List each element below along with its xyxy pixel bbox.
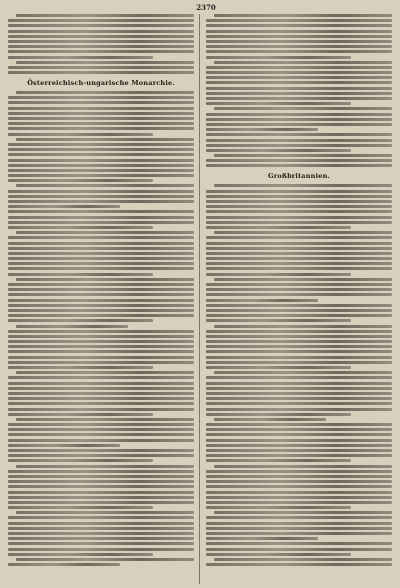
text-line (206, 330, 392, 333)
column-divider (199, 14, 200, 584)
left-paragraph-2 (8, 91, 194, 566)
text-line (8, 314, 194, 317)
text-line (8, 50, 194, 53)
text-line (206, 361, 392, 364)
text-line (8, 267, 194, 270)
text-line (8, 340, 194, 343)
text-line (16, 184, 194, 187)
text-line (16, 14, 194, 17)
text-line (8, 112, 194, 115)
text-line (8, 480, 194, 483)
text-line (206, 71, 392, 74)
text-line (8, 169, 194, 172)
text-line (8, 516, 194, 519)
text-line (8, 242, 194, 245)
text-line (206, 205, 392, 208)
text-line (206, 356, 392, 359)
text-line (8, 96, 194, 99)
text-line (8, 330, 194, 333)
text-line (206, 335, 392, 338)
text-line (8, 288, 194, 291)
text-line (206, 350, 392, 353)
text-line (8, 527, 194, 530)
text-line (8, 190, 194, 193)
text-line (206, 454, 392, 457)
text-line (16, 138, 194, 141)
text-line (206, 542, 392, 545)
text-line (8, 299, 194, 302)
text-line (8, 319, 153, 322)
text-line (206, 309, 392, 312)
text-line (8, 428, 194, 431)
text-line (8, 179, 153, 182)
text-line (214, 278, 392, 281)
text-line (214, 558, 392, 561)
text-line (8, 542, 194, 545)
text-line (206, 408, 392, 411)
text-line (8, 563, 120, 566)
text-line (8, 273, 153, 276)
text-line (206, 242, 392, 245)
text-line (8, 532, 194, 535)
text-line (8, 40, 194, 43)
text-line (206, 423, 392, 426)
text-line (8, 174, 194, 177)
text-line (8, 143, 194, 146)
text-line (8, 356, 194, 359)
text-line (206, 485, 392, 488)
text-line (214, 465, 392, 468)
text-line (8, 335, 194, 338)
text-line (8, 205, 120, 208)
text-line (206, 118, 392, 121)
text-line (206, 236, 392, 239)
text-line (206, 480, 392, 483)
text-line (8, 200, 194, 203)
text-line (206, 113, 392, 116)
text-line (206, 288, 392, 291)
page-number: 2370 (196, 3, 216, 12)
text-line (214, 371, 392, 374)
right-column (206, 14, 392, 584)
text-line (206, 76, 392, 79)
text-line (8, 133, 153, 136)
text-line (206, 491, 392, 494)
text-line (8, 392, 194, 395)
text-line (8, 107, 194, 110)
text-line (8, 475, 194, 478)
text-line (214, 154, 392, 157)
text-line (8, 210, 194, 213)
text-line (8, 35, 194, 38)
text-line (206, 304, 392, 307)
text-line (206, 345, 392, 348)
text-line (206, 216, 392, 219)
text-line (8, 402, 194, 405)
text-line (8, 433, 194, 436)
text-line (206, 252, 392, 255)
text-line (206, 45, 392, 48)
text-line (16, 325, 128, 328)
text-line (206, 413, 351, 416)
text-line (206, 149, 351, 152)
text-line (8, 423, 194, 426)
text-line (16, 558, 194, 561)
right-paragraph-1 (206, 14, 392, 167)
text-line (206, 319, 351, 322)
text-line (214, 61, 392, 64)
text-line (16, 231, 194, 234)
text-line (8, 501, 194, 504)
text-line (206, 527, 392, 530)
text-line (8, 382, 194, 385)
text-line (206, 24, 392, 27)
text-line (206, 283, 392, 286)
text-line (8, 387, 194, 390)
text-line (214, 418, 326, 421)
text-line (8, 293, 194, 296)
text-line (206, 190, 392, 193)
text-line (214, 107, 392, 110)
text-line (206, 366, 351, 369)
text-line (8, 148, 194, 151)
text-line (206, 195, 392, 198)
text-line (206, 444, 392, 447)
text-line (8, 366, 153, 369)
text-line (8, 522, 194, 525)
text-line (8, 164, 194, 167)
text-line (206, 340, 392, 343)
text-line (214, 325, 392, 328)
text-line (206, 563, 392, 566)
text-line (206, 200, 392, 203)
text-line (8, 45, 194, 48)
text-line (206, 144, 392, 147)
text-line (206, 30, 392, 33)
left-column (8, 14, 194, 584)
section-heading-austria: Österreichisch-ungarische Monarchie. (27, 79, 175, 88)
text-line (214, 184, 392, 187)
text-line (206, 439, 392, 442)
text-line (206, 226, 351, 229)
text-line (8, 226, 153, 229)
text-line (206, 382, 392, 385)
text-line (16, 371, 194, 374)
text-line (206, 449, 392, 452)
text-line (206, 496, 392, 499)
text-line (8, 24, 194, 27)
text-line (206, 299, 318, 302)
text-line (8, 19, 194, 22)
text-line (8, 257, 194, 260)
text-line (206, 397, 392, 400)
text-line (8, 376, 194, 379)
text-line (206, 314, 392, 317)
text-line (206, 102, 351, 105)
text-line (206, 273, 351, 276)
text-line (8, 252, 194, 255)
text-line (206, 164, 392, 167)
text-line (8, 496, 194, 499)
text-line (206, 522, 392, 525)
text-line (8, 122, 194, 125)
text-line (214, 511, 392, 514)
text-line (206, 159, 392, 162)
text-line (16, 278, 194, 281)
text-line (8, 350, 194, 353)
text-line (8, 216, 194, 219)
text-line (8, 537, 194, 540)
text-line (214, 14, 392, 17)
text-line (16, 61, 194, 64)
right-paragraph-2 (206, 184, 392, 566)
text-line (206, 376, 392, 379)
text-line (206, 501, 392, 504)
text-line (206, 87, 392, 90)
text-line (8, 262, 194, 265)
text-line (206, 293, 392, 296)
text-line (8, 397, 194, 400)
text-line (8, 485, 194, 488)
text-line (206, 66, 392, 69)
text-line (206, 123, 392, 126)
text-line (206, 532, 392, 535)
left-paragraph-1 (8, 14, 194, 74)
text-line (206, 97, 392, 100)
text-line (206, 221, 392, 224)
text-line (206, 133, 392, 136)
text-line (16, 91, 194, 94)
text-line (8, 30, 194, 33)
text-line (206, 392, 392, 395)
text-line (206, 459, 351, 462)
text-line (206, 247, 392, 250)
text-line (8, 127, 194, 130)
text-line (8, 56, 153, 59)
text-line (8, 195, 194, 198)
text-line (8, 413, 153, 416)
text-line (206, 428, 392, 431)
text-line (8, 101, 194, 104)
text-line (206, 553, 351, 556)
text-line (206, 433, 392, 436)
text-line (8, 309, 194, 312)
text-line (8, 506, 153, 509)
text-line (8, 491, 194, 494)
text-line (16, 511, 194, 514)
text-line (8, 470, 194, 473)
text-line (8, 408, 194, 411)
text-line (214, 231, 392, 234)
text-line (8, 454, 194, 457)
text-line (206, 475, 392, 478)
text-line (206, 402, 392, 405)
text-line (206, 50, 392, 53)
text-line (16, 465, 194, 468)
section-heading-britain: Großbritannien. (268, 172, 330, 181)
text-line (8, 66, 194, 69)
text-line (206, 516, 392, 519)
text-line (8, 236, 194, 239)
text-line (206, 139, 392, 142)
text-line (206, 92, 392, 95)
text-line (8, 439, 194, 442)
text-line (206, 470, 392, 473)
text-line (206, 506, 351, 509)
text-line (206, 257, 392, 260)
text-line (206, 548, 392, 551)
text-line (206, 387, 392, 390)
text-line (8, 153, 194, 156)
text-line (206, 35, 392, 38)
text-line (16, 418, 194, 421)
text-line (206, 210, 392, 213)
text-line (8, 283, 194, 286)
text-line (206, 262, 392, 265)
text-line (8, 459, 153, 462)
text-line (206, 128, 318, 131)
text-line (206, 40, 392, 43)
text-line (8, 247, 194, 250)
text-line (8, 449, 194, 452)
text-line (206, 56, 351, 59)
text-line (8, 444, 120, 447)
text-line (8, 361, 194, 364)
text-line (206, 267, 392, 270)
text-line (8, 548, 194, 551)
text-line (8, 553, 153, 556)
text-line (8, 71, 194, 74)
text-line (8, 159, 194, 162)
text-line (206, 537, 318, 540)
text-line (206, 81, 392, 84)
text-line (8, 345, 194, 348)
text-line (8, 221, 194, 224)
text-line (206, 19, 392, 22)
text-line (8, 304, 194, 307)
text-line (8, 117, 194, 120)
